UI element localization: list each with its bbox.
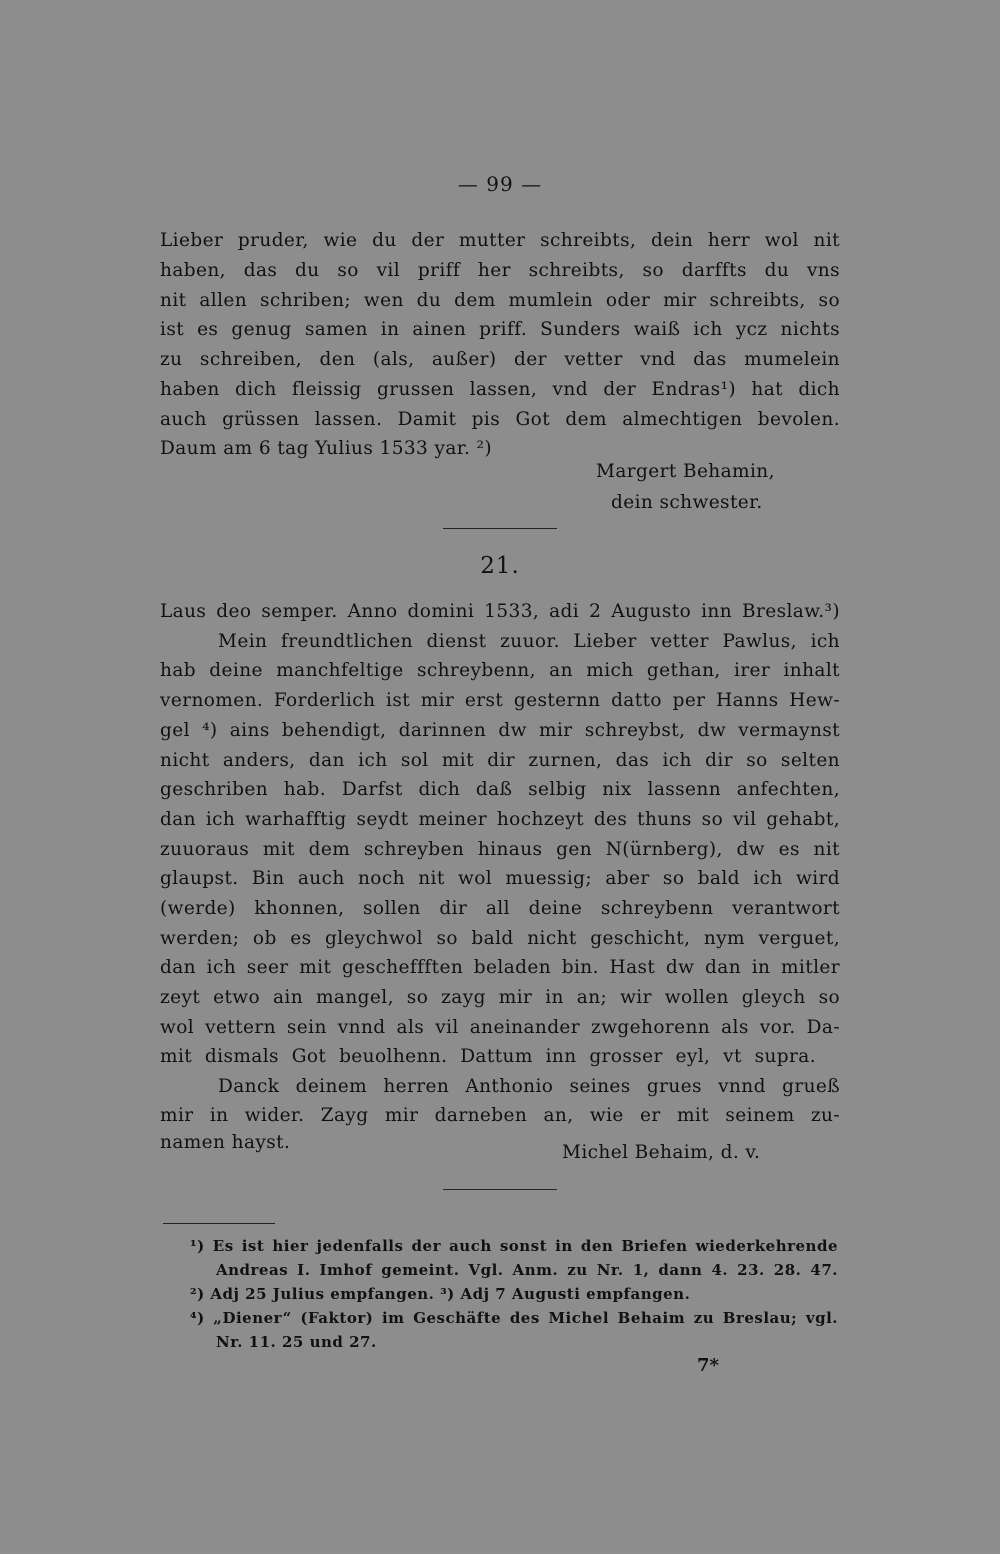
text-line: vernomen. Forderlich ist mir erst gesternn datto per Hanns Hew-: [160, 690, 840, 711]
signature-name: Michel Behaim, d. v.: [562, 1142, 761, 1163]
footnote-rule: [163, 1223, 275, 1224]
section-number: 21.: [480, 553, 520, 579]
text-line: hab deine manchfeltige schreybenn, an mich gethan, irer inhalt: [160, 660, 840, 681]
footnote-line: Nr. 11. 25 und 27.: [216, 1333, 377, 1351]
signature-name: Margert Behamin,: [596, 461, 775, 482]
text-line: Mein freundtlichen dienst zuuor. Lieber vetter Pawlus, ich: [218, 631, 840, 652]
text-line: mir in wider. Zayg mir darneben an, wie er mit seinem zu-: [160, 1105, 840, 1126]
text-line: nicht anders, dan ich sol mit dir zurnen, das ich dir so selten: [160, 750, 840, 771]
footnote-line: ⁴) „Diener“ (Faktor) im Geschäfte des Michel Behaim zu Breslau; vgl.: [190, 1309, 838, 1327]
page-number: — 99 —: [457, 172, 543, 196]
text-line: dan ich seer mit gescheffften beladen bin. Hast dw dan in mitler: [160, 957, 840, 978]
text-line: gel ⁴) ains behendigt, darinnen dw mir schreybst, dw vermaynst: [160, 720, 840, 741]
text-line: dan ich warhafftig seydt meiner hochzeyt des thuns so vil gehabt,: [160, 809, 840, 830]
text-line: mit dismals Got beuolhenn. Dattum inn grosser eyl, vt supra.: [160, 1046, 816, 1067]
text-line: Laus deo semper. Anno domini 1533, adi 2 Augusto inn Breslaw.³): [160, 601, 840, 622]
text-line: auch grüssen lassen. Damit pis Got dem almechtigen bevolen.: [160, 409, 840, 430]
text-line: geschriben hab. Darfst dich daß selbig nix lassenn anfechten,: [160, 779, 840, 800]
text-line: wol vettern sein vnnd als vil aneinander zwgehorenn als vor. Da-: [160, 1017, 840, 1038]
text-line: Daum am 6 tag Yulius 1533 yar. ²): [160, 438, 492, 459]
footnote-line: ²) Adj 25 Julius empfangen. ³) Adj 7 Augusti empfangen.: [190, 1285, 691, 1303]
separator-rule: [443, 528, 557, 529]
text-line: nit allen schriben; wen du dem mumlein oder mir schreibts, so: [160, 290, 840, 311]
text-line: haben, das du so vil priff her schreibts, so darffts du vns: [160, 260, 840, 281]
separator-rule: [443, 1189, 557, 1190]
footnote-line: Andreas I. Imhof gemeint. Vgl. Anm. zu Nr. 1, dann 4. 23. 28. 47.: [216, 1261, 838, 1279]
text-line: zuuoraus mit dem schreyben hinaus gen N(ürnberg), dw es nit: [160, 839, 840, 860]
text-line: ist es genug samen in ainen priff. Sunders waiß ich ycz nichts: [160, 319, 840, 340]
text-line: haben dich fleissig grussen lassen, vnd der Endras¹) hat dich: [160, 379, 840, 400]
text-line: Lieber pruder, wie du der mutter schreibts, dein herr wol nit: [160, 230, 840, 251]
text-line: Danck deinem herren Anthonio seines grues vnnd grueß: [218, 1076, 840, 1097]
text-line: zeyt etwo ain mangel, so zayg mir in an; wir wollen gleych so: [160, 987, 840, 1008]
signature-relation: dein schwester.: [611, 492, 763, 513]
text-line: zu schreiben, den (als, außer) der vetter vnd das mumelein: [160, 349, 840, 370]
text-line: (werde) khonnen, sollen dir all deine schreybenn verantwort: [160, 898, 840, 919]
text-line: werden; ob es gleychwol so bald nicht geschicht, nym verguet,: [160, 928, 840, 949]
printer-signature-mark: 7*: [697, 1355, 719, 1376]
footnote-line: ¹) Es ist hier jedenfalls der auch sonst in den Briefen wiederkehrende: [190, 1237, 838, 1255]
text-line: glaupst. Bin auch noch nit wol muessig; aber so bald ich wird: [160, 868, 840, 889]
text-line: namen hayst.: [160, 1132, 291, 1153]
